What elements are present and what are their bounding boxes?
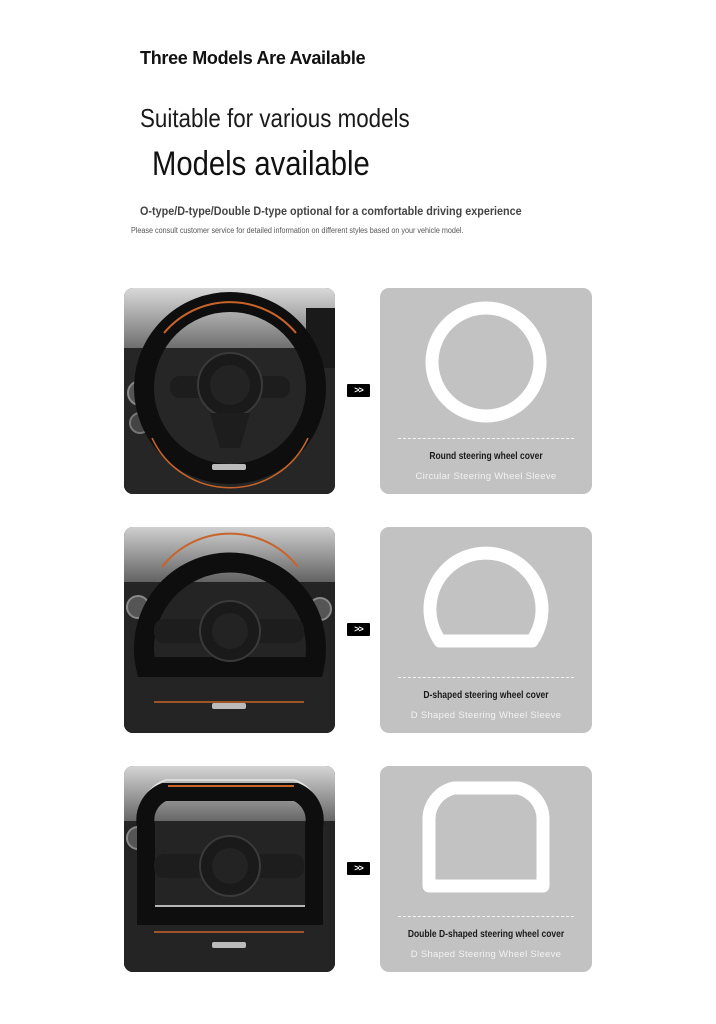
subtitle-secondary: Models available (152, 145, 370, 183)
model-title: Round steering wheel cover (429, 451, 543, 462)
arrow-badge: >> (347, 623, 370, 636)
double-d-shaped-wheel-photo (124, 766, 335, 972)
model-title: Double D-shaped steering wheel cover (407, 929, 565, 940)
divider (398, 438, 574, 439)
ring-round-icon (380, 288, 592, 494)
round-model-card (380, 288, 592, 494)
round-wheel-photo (124, 288, 335, 494)
model-subtitle: D Shaped Steering Wheel Sleeve (410, 710, 562, 721)
consult-note-text: Please consult customer service for detailed information on different styles based on your vehicle model. (131, 226, 464, 235)
divider (398, 916, 574, 917)
model-subtitle: Circular Steering Wheel Sleeve (415, 471, 557, 482)
arrow-badge: >> (347, 384, 370, 397)
model-title: D-shaped steering wheel cover (423, 690, 549, 701)
d-shaped-model-card (380, 527, 592, 733)
double-d-shaped-model-card (380, 766, 592, 972)
d-shaped-wheel-photo (124, 527, 335, 733)
description-text: O-type/D-type/Double D-type optional for a comfortable driving experience (140, 204, 522, 218)
model-subtitle: D Shaped Steering Wheel Sleeve (410, 949, 562, 960)
ring-d-shape-icon (380, 527, 592, 733)
page-title: Three Models Are Available (140, 48, 366, 68)
ring-double-d-shape-icon (380, 766, 592, 972)
subtitle-primary: Suitable for various models (140, 103, 410, 133)
arrow-badge: >> (347, 862, 370, 875)
divider (398, 677, 574, 678)
